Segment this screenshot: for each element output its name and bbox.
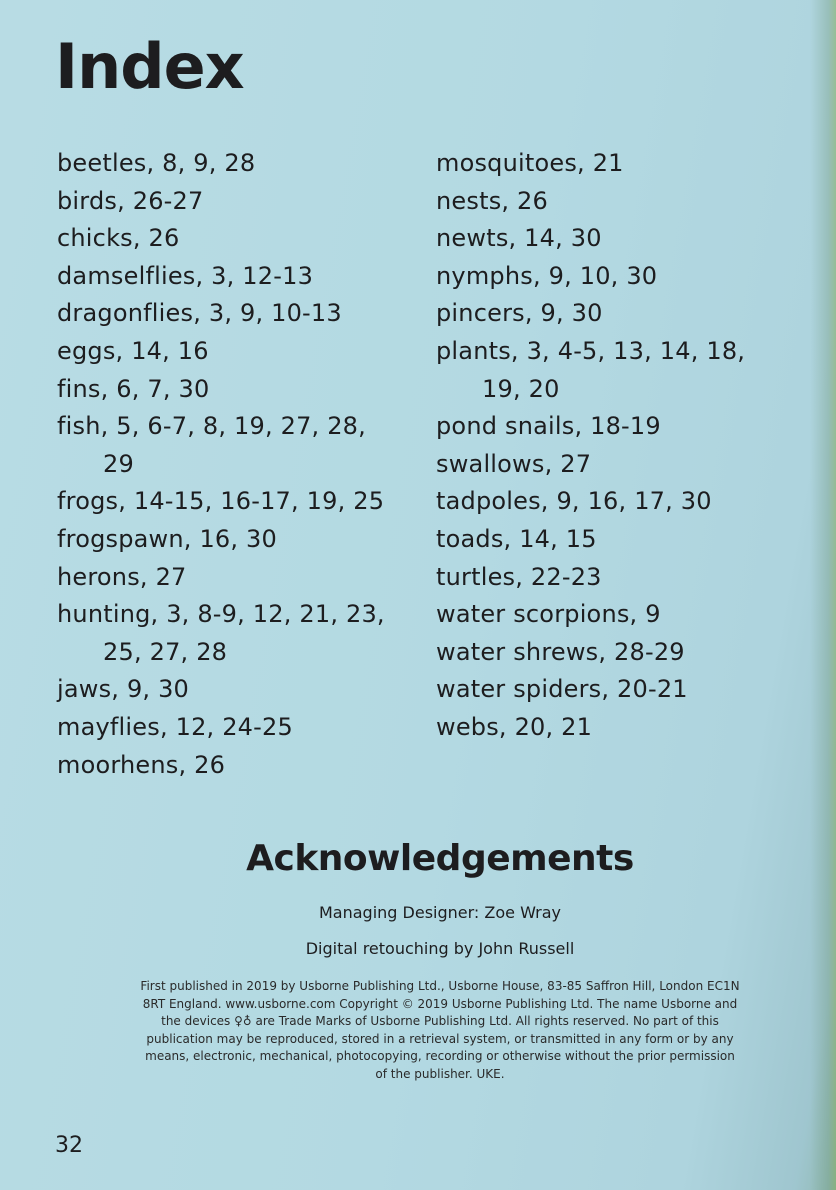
index-entry: water shrews, 28-29: [436, 637, 685, 666]
index-entry: mosquitoes, 21: [436, 149, 624, 177]
index-entry: moorhens, 26: [57, 750, 226, 779]
index-entry: damselflies, 3, 12-13: [57, 261, 314, 290]
index-entry: water spiders, 20-21: [436, 675, 688, 704]
index-entry: fins, 6, 7, 30: [57, 374, 210, 403]
index-entry: newts, 14, 30: [436, 224, 602, 253]
copyright-notice: First published in 2019 by Usborne Publishing Ltd., Usborne House, 83-85 Saffron Hill, London EC1N 8RT England. www.usborne.com Copyright © 2019 Usborne Publishing Ltd. The name Usborne and the devices ♀♁ are Trade Marks of Usborne Publishing Ltd. All rights reserved. No part of this publication may be reproduced, stored in a retrieval system, or transmitted in any form or by any means, electronic, mechanical, photocopying, recording or otherwise without the prior permission of the publisher. UKE.: [140, 979, 740, 1081]
page-title: Index: [55, 30, 244, 103]
index-entry: birds, 26-27: [57, 186, 204, 215]
index-entry: dragonflies, 3, 9, 10-13: [57, 299, 342, 328]
index-entry: water scorpions, 9: [436, 600, 661, 629]
retouching-credit: Digital retouching by John Russell: [305, 939, 575, 958]
index-entry: frogs, 14-15, 16-17, 19, 25: [57, 487, 385, 516]
index-column-left: [57, 145, 397, 784]
index-entry: herons, 27: [57, 562, 187, 591]
index-entry: swallows, 27: [436, 449, 592, 478]
index-entry: tadpoles, 9, 16, 17, 30: [436, 487, 712, 516]
index-entry: toads, 14, 15: [436, 524, 597, 553]
index-entry: nests, 26: [436, 186, 548, 215]
index-entry: nymphs, 9, 10, 30: [436, 261, 658, 290]
index-entry: jaws, 9, 30: [57, 675, 190, 704]
index-column-right: [436, 145, 766, 747]
index-entry: turtles, 22-23: [436, 562, 602, 591]
index-entry: beetles, 8, 9, 28: [57, 149, 256, 177]
index-entry: fish, 5, 6-7, 8, 19, 27, 28, 29: [57, 412, 366, 478]
index-entry: hunting, 3, 8-9, 12, 21, 23, 25, 27, 28: [57, 600, 385, 666]
index-entry: frogspawn, 16, 30: [57, 524, 277, 553]
index-entry: chicks, 26: [57, 224, 180, 253]
page-number: 32: [55, 1133, 83, 1158]
page-edge-shadow: [810, 0, 836, 1190]
index-entry: plants, 3, 4-5, 13, 14, 18, 19, 20: [436, 336, 746, 403]
index-entry: pond snails, 18-19: [436, 412, 661, 441]
designer-credit: Managing Designer: Zoe Wray: [318, 903, 562, 922]
acknowledgements-title: Acknowledgements: [246, 838, 634, 879]
index-entry: mayflies, 12, 24-25: [57, 712, 293, 741]
index-entry: eggs, 14, 16: [57, 336, 209, 365]
index-entry: pincers, 9, 30: [436, 299, 603, 328]
index-entry: webs, 20, 21: [436, 712, 593, 741]
